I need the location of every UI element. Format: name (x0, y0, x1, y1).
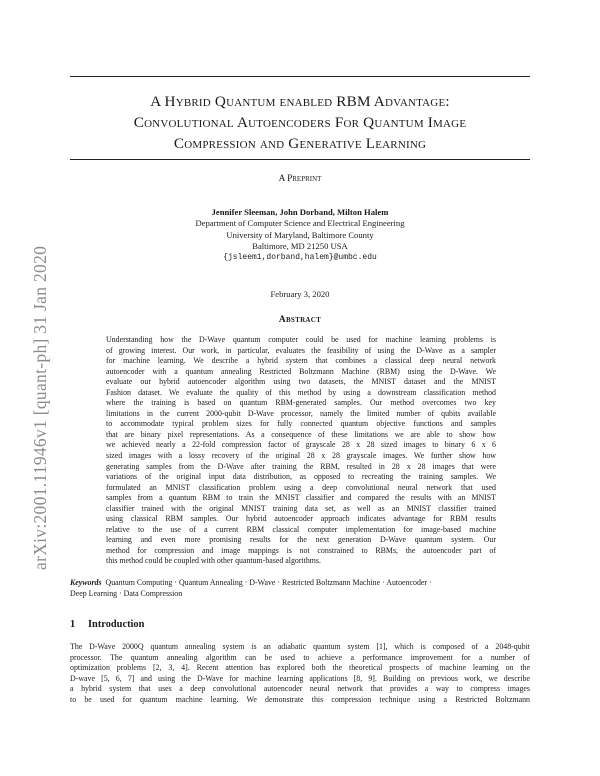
title-top-rule (70, 76, 530, 77)
affiliation-line: University of Maryland, Baltimore County (226, 229, 374, 240)
abstract-line: relative to the use of a current RBM classical computer implementation for image-based machine (106, 524, 496, 534)
abstract-line: method for compression and image mappings is not constrained to RBMs, the autoencoder part of (106, 545, 496, 555)
abstract-line: samples from a quantum RBM to train the MNIST classifier and compared the results with an MNIST (106, 493, 496, 503)
body-line: to be used for quantum machine learning. We demonstrate this compression technique using a Restricted Boltzmann (70, 694, 530, 704)
abstract-line: this method could be coupled with other quantum-based algorithms. (106, 556, 321, 566)
abstract-heading: Abstract (278, 315, 322, 325)
body-line: processor. The quantum annealing algorithm can be used to achieve a performance improvement for a number of (70, 652, 530, 662)
abstract-body (106, 335, 496, 567)
author-block (70, 207, 530, 263)
section-body (70, 642, 530, 705)
abstract-line: evaluate our hybrid autoencoder algorithm using two datasets, the MNIST dataset and the MNIST (106, 377, 496, 387)
abstract-line: where the training is based on quantum RBM-generated samples. Our method overcomes two key (106, 398, 496, 408)
keywords-line: Deep Learning · Data Compression (70, 588, 183, 598)
paper-date: February 3, 2020 (270, 289, 330, 299)
title-line: Convolutional Autoencoders For Quantum Image (133, 114, 467, 131)
abstract-line: Understanding how the D-Wave quantum computer could be used for machine learning problems is (106, 335, 496, 344)
abstract-line: using classical RBM samples. Our hybrid autoencoder approach indicates advantage for RBM results (106, 514, 496, 524)
section-title: Introduction (88, 619, 145, 630)
abstract-line: sized images with a lossy recovery of the original 28 x 28 grayscale images. We further show how (106, 451, 496, 461)
arxiv-identifier: arXiv:2001.11946v1 [quant-ph] 31 Jan 2020 (30, 245, 50, 570)
author-email: {jsleem1,dorband,halem}@umbc.edu (223, 253, 377, 263)
title-line: A Hybrid Quantum enabled RBM Advantage: (150, 93, 450, 110)
abstract-line: autoencoder with a quantum annealing Restricted Boltzmann Machine (RBM) using the D-Wave. We (106, 366, 496, 376)
abstract-line: formulated an MNIST classification problem using a deep convolutional neural network that used (106, 482, 496, 492)
keywords-label: Keywords (70, 578, 102, 587)
author-names: Jennifer Sleeman, John Dorband, Milton Halem (211, 207, 389, 217)
paper-title (70, 91, 530, 154)
keywords-list: Quantum Computing · Quantum Annealing · D-Wave · Restricted Boltzmann Machine · Autoencoder · (105, 578, 432, 587)
keywords-block (70, 578, 530, 599)
abstract-line: learning and even more promising results for the next generation D-Wave quantum system. Our (106, 535, 496, 545)
abstract-line: Fashion dataset. We evaluate the quality of this method by using a downstream classification method (106, 387, 496, 397)
abstract-line: variations of the original input data distribution, as opposed to recreating the training samples. We (106, 472, 496, 482)
body-line: optimization problems [2, 3, 4]. Recent attention has explored both the theoretical prospects of machine learning on the (70, 663, 530, 672)
body-line: D-wave [5, 6, 7] and using the D-Wave for machine learning applications [8, 9]. Building on previous work, we describe (70, 673, 530, 683)
abstract-line: we achieved nearly a 22-fold compression factor of grayscale 28 x 28 sized images to binary 6 x 6 (106, 440, 496, 450)
section-heading (70, 619, 530, 630)
affiliation-line: Department of Computer Science and Electrical Engineering (195, 218, 405, 229)
body-line: The D-Wave 2000Q quantum annealing system is an adiabatic quantum system [1], which is composed of a 2048-qubit (70, 642, 530, 651)
keywords-line (70, 578, 530, 589)
section-number: 1 (70, 619, 76, 630)
abstract-line: for machine learning. We describe a hybrid system that combines a classical deep neural network (106, 356, 496, 366)
abstract-line: generating samples from the D-Wave after training the RBM, resulted in 28 x 28 images that were (106, 461, 496, 471)
title-bottom-rule (70, 159, 530, 160)
abstract-line: limitations in the current 2000-qubit D-Wave processor, namely the limited number of qubits available (106, 408, 496, 418)
title-line: Compression and Generative Learning (173, 135, 427, 152)
affiliation-line: Baltimore, MD 21250 USA (252, 240, 348, 251)
abstract-line: that are binary pixel representations. As a consequence of these limitations we are able to show how (106, 429, 496, 439)
preprint-label: A Preprint (278, 174, 322, 184)
abstract-line: to accommodate typical problem sizes for fully connected quantum objective functions and samples (106, 419, 496, 429)
abstract-line: of growing interest. Our work, in particular, evaluates the feasibility of using the D-Wave as a sampler (106, 345, 496, 355)
abstract-line: classifier trained with the original MNIST training data set, as well as an MNIST classifier trained (106, 503, 496, 513)
body-line: a hybrid system that uses a deep convolutional autoencoder neural network that provides a way to compress images (70, 684, 530, 693)
